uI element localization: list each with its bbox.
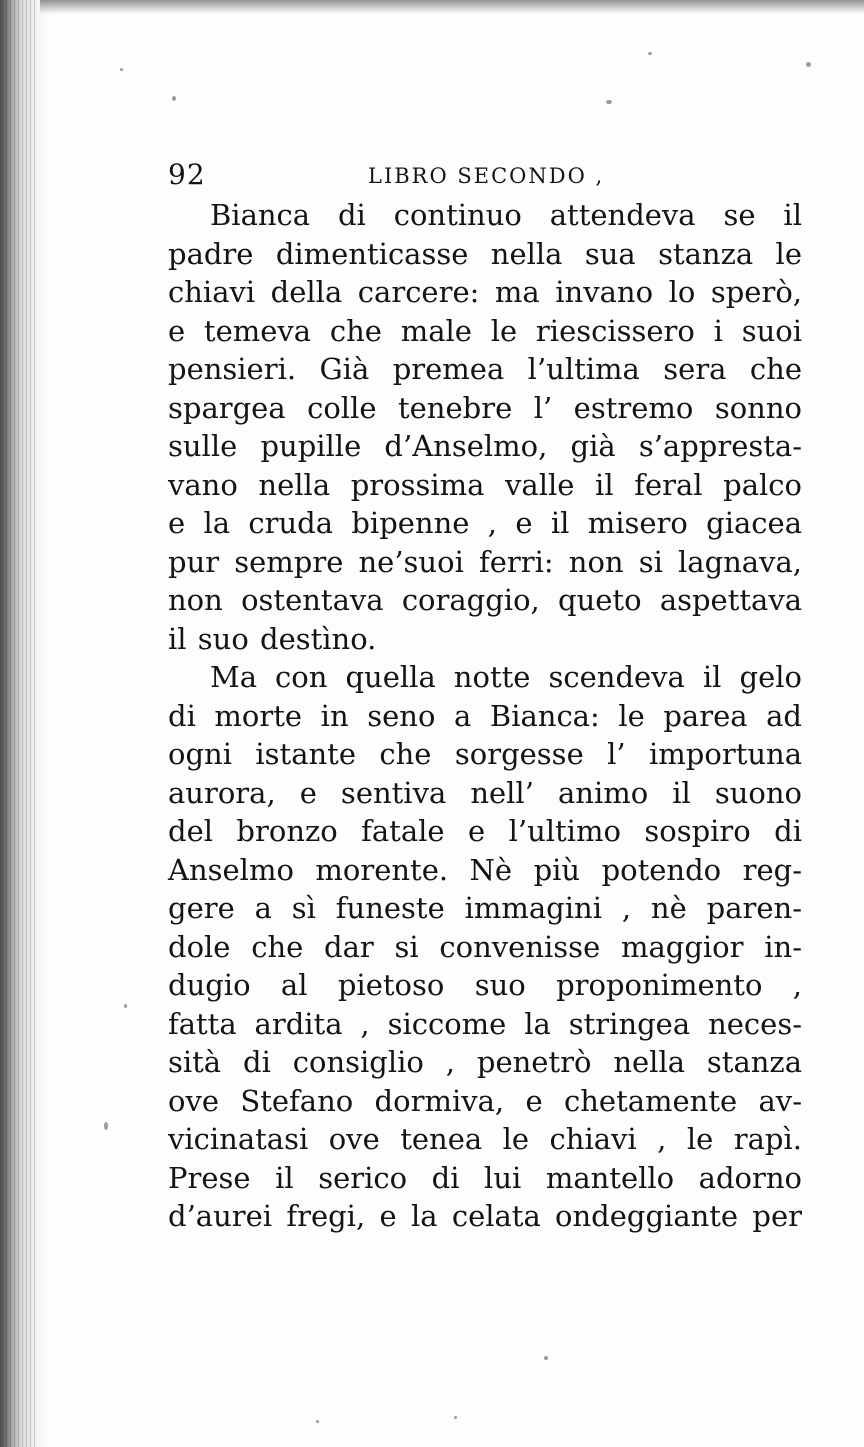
text-line: fatta ardita , siccome la stringea neces-	[168, 1006, 802, 1041]
ink-speck	[544, 1356, 548, 1360]
ink-speck	[104, 1122, 108, 1130]
text-line: non ostentava coraggio, queto aspettava	[168, 583, 802, 617]
ink-speck	[124, 1004, 127, 1008]
text-line: aurora, e sentiva nell’ animo il suono	[168, 775, 802, 810]
text-line: Ma con quella notte scendeva il gelo	[210, 660, 802, 694]
text-line: di morte in seno a Bianca: le parea ad	[168, 698, 802, 733]
text-line: gere a sì funeste immagini , nè paren-	[168, 891, 802, 925]
ink-speck	[806, 62, 811, 67]
body-text	[168, 196, 802, 1236]
text-line: vicinatasi ove tenea le chiavi , le rapì.	[168, 1122, 802, 1156]
text-line: Prese il serico di lui mantello adorno	[168, 1160, 802, 1195]
text-line: ove Stefano dormiva, e chetamente av-	[168, 1083, 802, 1118]
text-line: ogni istante che sorgesse l’ importuna	[168, 737, 802, 771]
text-line: chiavi della carcere: ma invano lo sperò,	[168, 275, 802, 309]
text-line: vano nella prossima valle il feral palco	[168, 467, 802, 502]
running-head: LIBRO SECONDO ,	[368, 164, 605, 188]
text-line: d’aurei fregi, e la celata ondeggiante per	[168, 1199, 802, 1233]
ink-speck	[454, 1416, 457, 1419]
ink-speck	[606, 100, 612, 104]
text-line: e la cruda bipenne , e il misero giacea	[168, 506, 802, 540]
text-line: spargea colle tenebre l’ estremo sonno	[168, 390, 802, 425]
page-number: 92	[168, 158, 206, 191]
text-line: pur sempre ne’suoi ferri: non si lagnava,	[168, 544, 802, 579]
ink-speck	[172, 96, 176, 101]
text-line: pensieri. Già premea l’ultima sera che	[168, 352, 802, 386]
text-line: Bianca di continuo attendeva se il	[210, 198, 802, 232]
text-line: e temeva che male le riescissero i suoi	[168, 313, 802, 348]
page-top-edge	[40, 0, 864, 14]
ink-speck	[120, 68, 123, 71]
text-line: il suo destìno.	[168, 621, 377, 656]
text-line: sulle pupille d’Anselmo, già s’appresta-	[168, 429, 802, 463]
page-header	[168, 158, 808, 198]
ink-speck	[648, 52, 652, 55]
text-line: Anselmo morente. Nè più potendo reg-	[168, 852, 802, 887]
text-line: padre dimenticasse nella sua stanza le	[168, 236, 802, 271]
text-line: del bronzo fatale e l’ultimo sospiro di	[168, 814, 802, 848]
ink-speck	[316, 1420, 319, 1423]
text-line: sità di consiglio , penetrò nella stanza	[168, 1045, 802, 1079]
binding-texture	[6, 0, 36, 1447]
text-line: dole che dar si convenisse maggior in-	[168, 929, 802, 964]
text-line: dugio al pietoso suo proponimento ,	[168, 968, 802, 1002]
